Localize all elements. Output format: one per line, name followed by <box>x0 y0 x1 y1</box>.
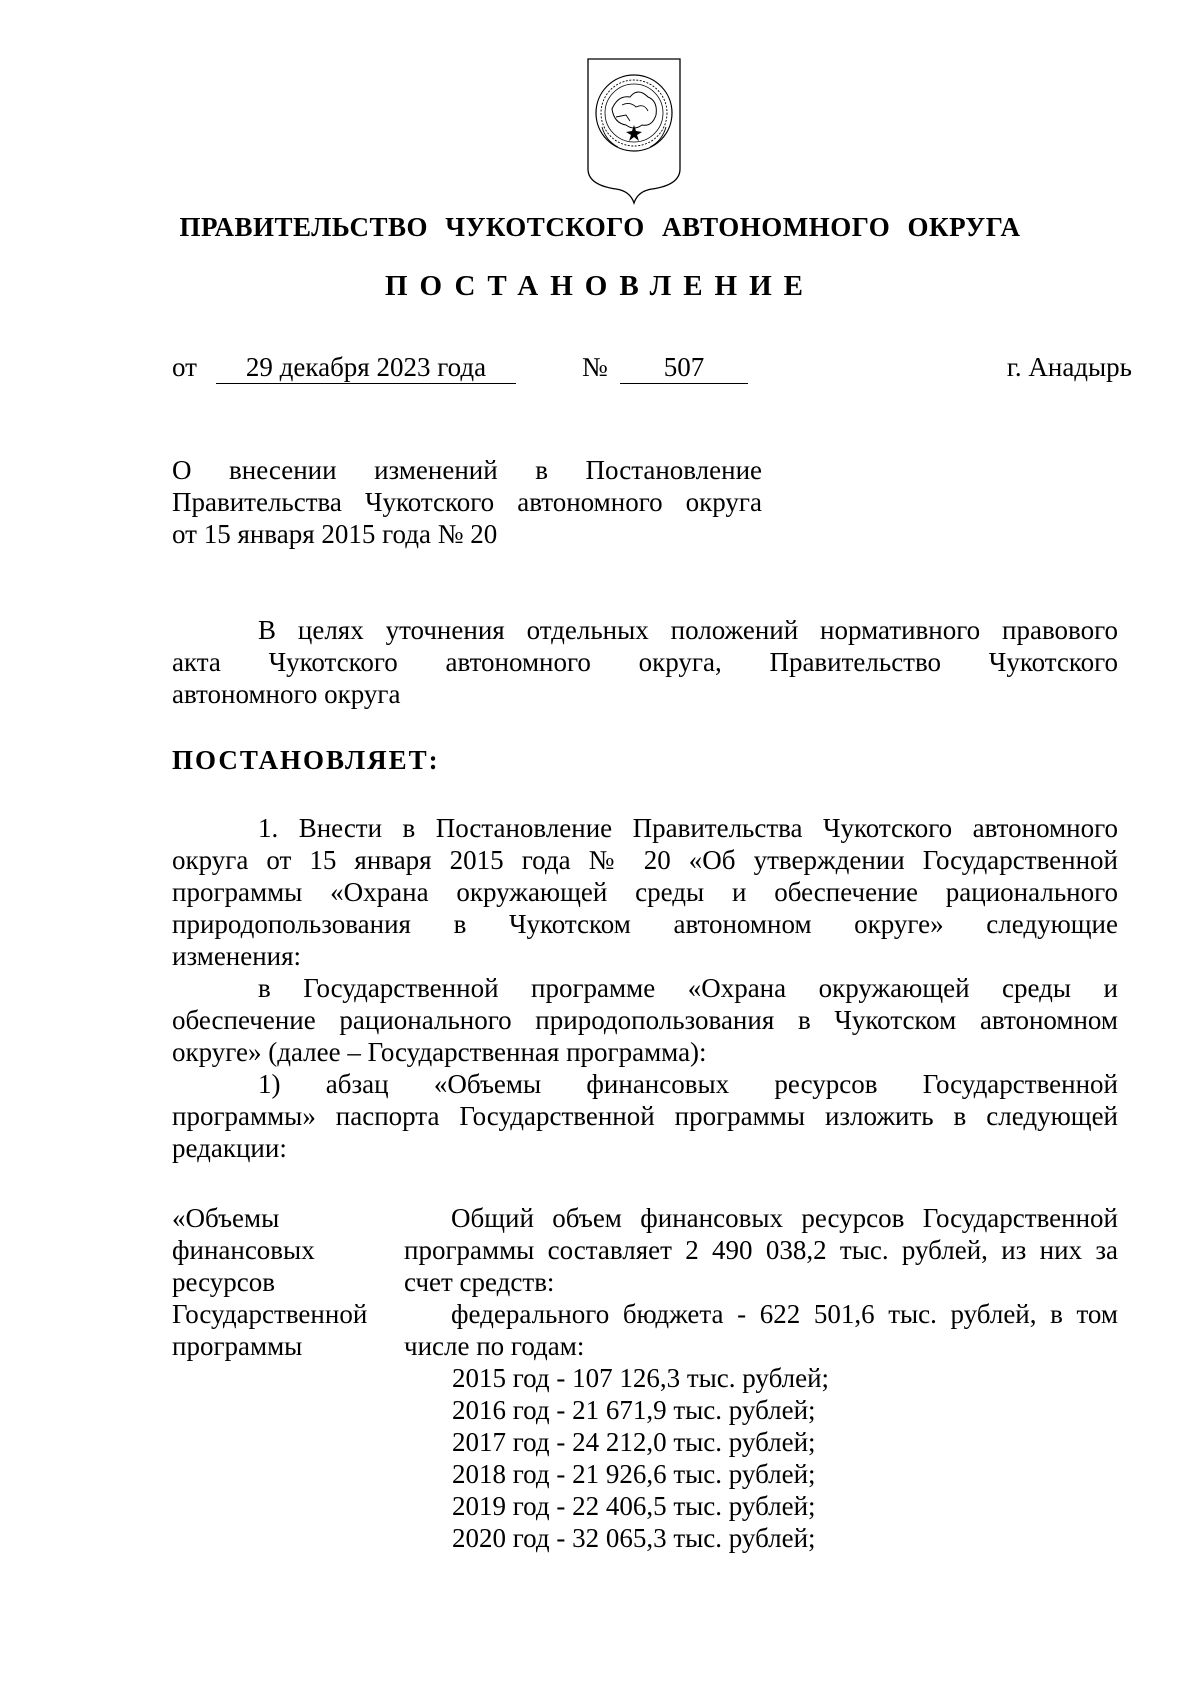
preamble-line: автономного округа <box>172 679 401 709</box>
point-line: округа от 15 января 2015 года № 20 «Об утверждении Государственной <box>172 845 1118 875</box>
subject-line: О внесении изменений в Постановление <box>172 455 762 485</box>
preamble-line: акта Чукотского автономного округа, Правительство Чукотского <box>172 647 1118 677</box>
table-label-line: ресурсов <box>172 1267 276 1297</box>
preamble-paragraph <box>172 614 1118 710</box>
coat-of-arms-emblem <box>586 57 682 205</box>
table-label-line: Государственной <box>172 1299 368 1329</box>
table-value-line: программы составляет 2 490 038,2 тыс. рублей, из них за <box>404 1235 1118 1265</box>
point-line: программы «Охрана окружающей среды и обеспечение рационального <box>172 877 1118 907</box>
table-year-line: 2017 год - 24 212,0 тыс. рублей; <box>452 1427 816 1457</box>
table-year-line: 2019 год - 22 406,5 тыс. рублей; <box>452 1491 816 1521</box>
point-line: 1) абзац «Объемы финансовых ресурсов Государственной <box>258 1069 1118 1099</box>
table-value-line: федерального бюджета - 622 501,6 тыс. рублей, в том <box>451 1299 1118 1329</box>
table-year-line: 2020 год - 32 065,3 тыс. рублей; <box>452 1523 816 1553</box>
table-label-line: «Объемы <box>172 1203 280 1233</box>
document-subject <box>172 454 762 550</box>
point-line: в Государственной программе «Охрана окружающей среды и <box>258 973 1118 1003</box>
number-label: № <box>582 352 608 382</box>
document-number: 507 <box>620 352 748 384</box>
preamble-line: В целях уточнения отдельных положений нормативного правового <box>258 615 1118 645</box>
table-value-line: счет средств: <box>404 1267 555 1297</box>
document-date: 29 декабря 2023 года <box>216 352 516 384</box>
subject-line: от 15 января 2015 года № 20 <box>172 519 498 549</box>
point-line: 1. Внести в Постановление Правительства Чукотского автономного <box>258 813 1118 843</box>
table-year-line: 2015 год - 107 126,3 тыс. рублей; <box>452 1363 830 1393</box>
table-value-line: Общий объем финансовых ресурсов Государственной <box>451 1203 1118 1233</box>
table-year-line: 2016 год - 21 671,9 тыс. рублей; <box>452 1395 816 1425</box>
table-label-line: программы <box>172 1331 303 1361</box>
table-label-line: финансовых <box>172 1235 315 1265</box>
table-label-cell <box>172 1202 392 1362</box>
point-line: обеспечение рационального природопользования в Чукотском автономном <box>172 1005 1118 1035</box>
point-line: изменения: <box>172 941 302 971</box>
date-from-label: от <box>172 352 197 382</box>
point-line: природопользования в Чукотском автономном округе» следующие <box>172 909 1118 939</box>
point-line: редакции: <box>172 1133 287 1163</box>
resolution-points <box>172 812 1118 1164</box>
decree-word: ПОСТАНОВЛЯЕТ: <box>172 745 440 775</box>
government-title: ПРАВИТЕЛЬСТВО ЧУКОТСКОГО АВТОНОМНОГО ОКРУГА <box>179 212 1021 242</box>
table-year-line: 2018 год - 21 926,6 тыс. рублей; <box>452 1459 816 1489</box>
date-number-line <box>172 352 1132 388</box>
point-line: программы» паспорта Государственной программы изложить в следующей <box>172 1101 1118 1131</box>
city-name: г. Анадырь <box>1006 352 1132 382</box>
document-type-title: ПОСТАНОВЛЕНИЕ <box>384 270 815 302</box>
point-line: округе» (далее – Государственная программа): <box>172 1037 707 1067</box>
table-value-cell <box>404 1202 1118 1554</box>
table-value-line: числе по годам: <box>404 1331 585 1361</box>
subject-line: Правительства Чукотского автономного округа <box>172 487 762 517</box>
